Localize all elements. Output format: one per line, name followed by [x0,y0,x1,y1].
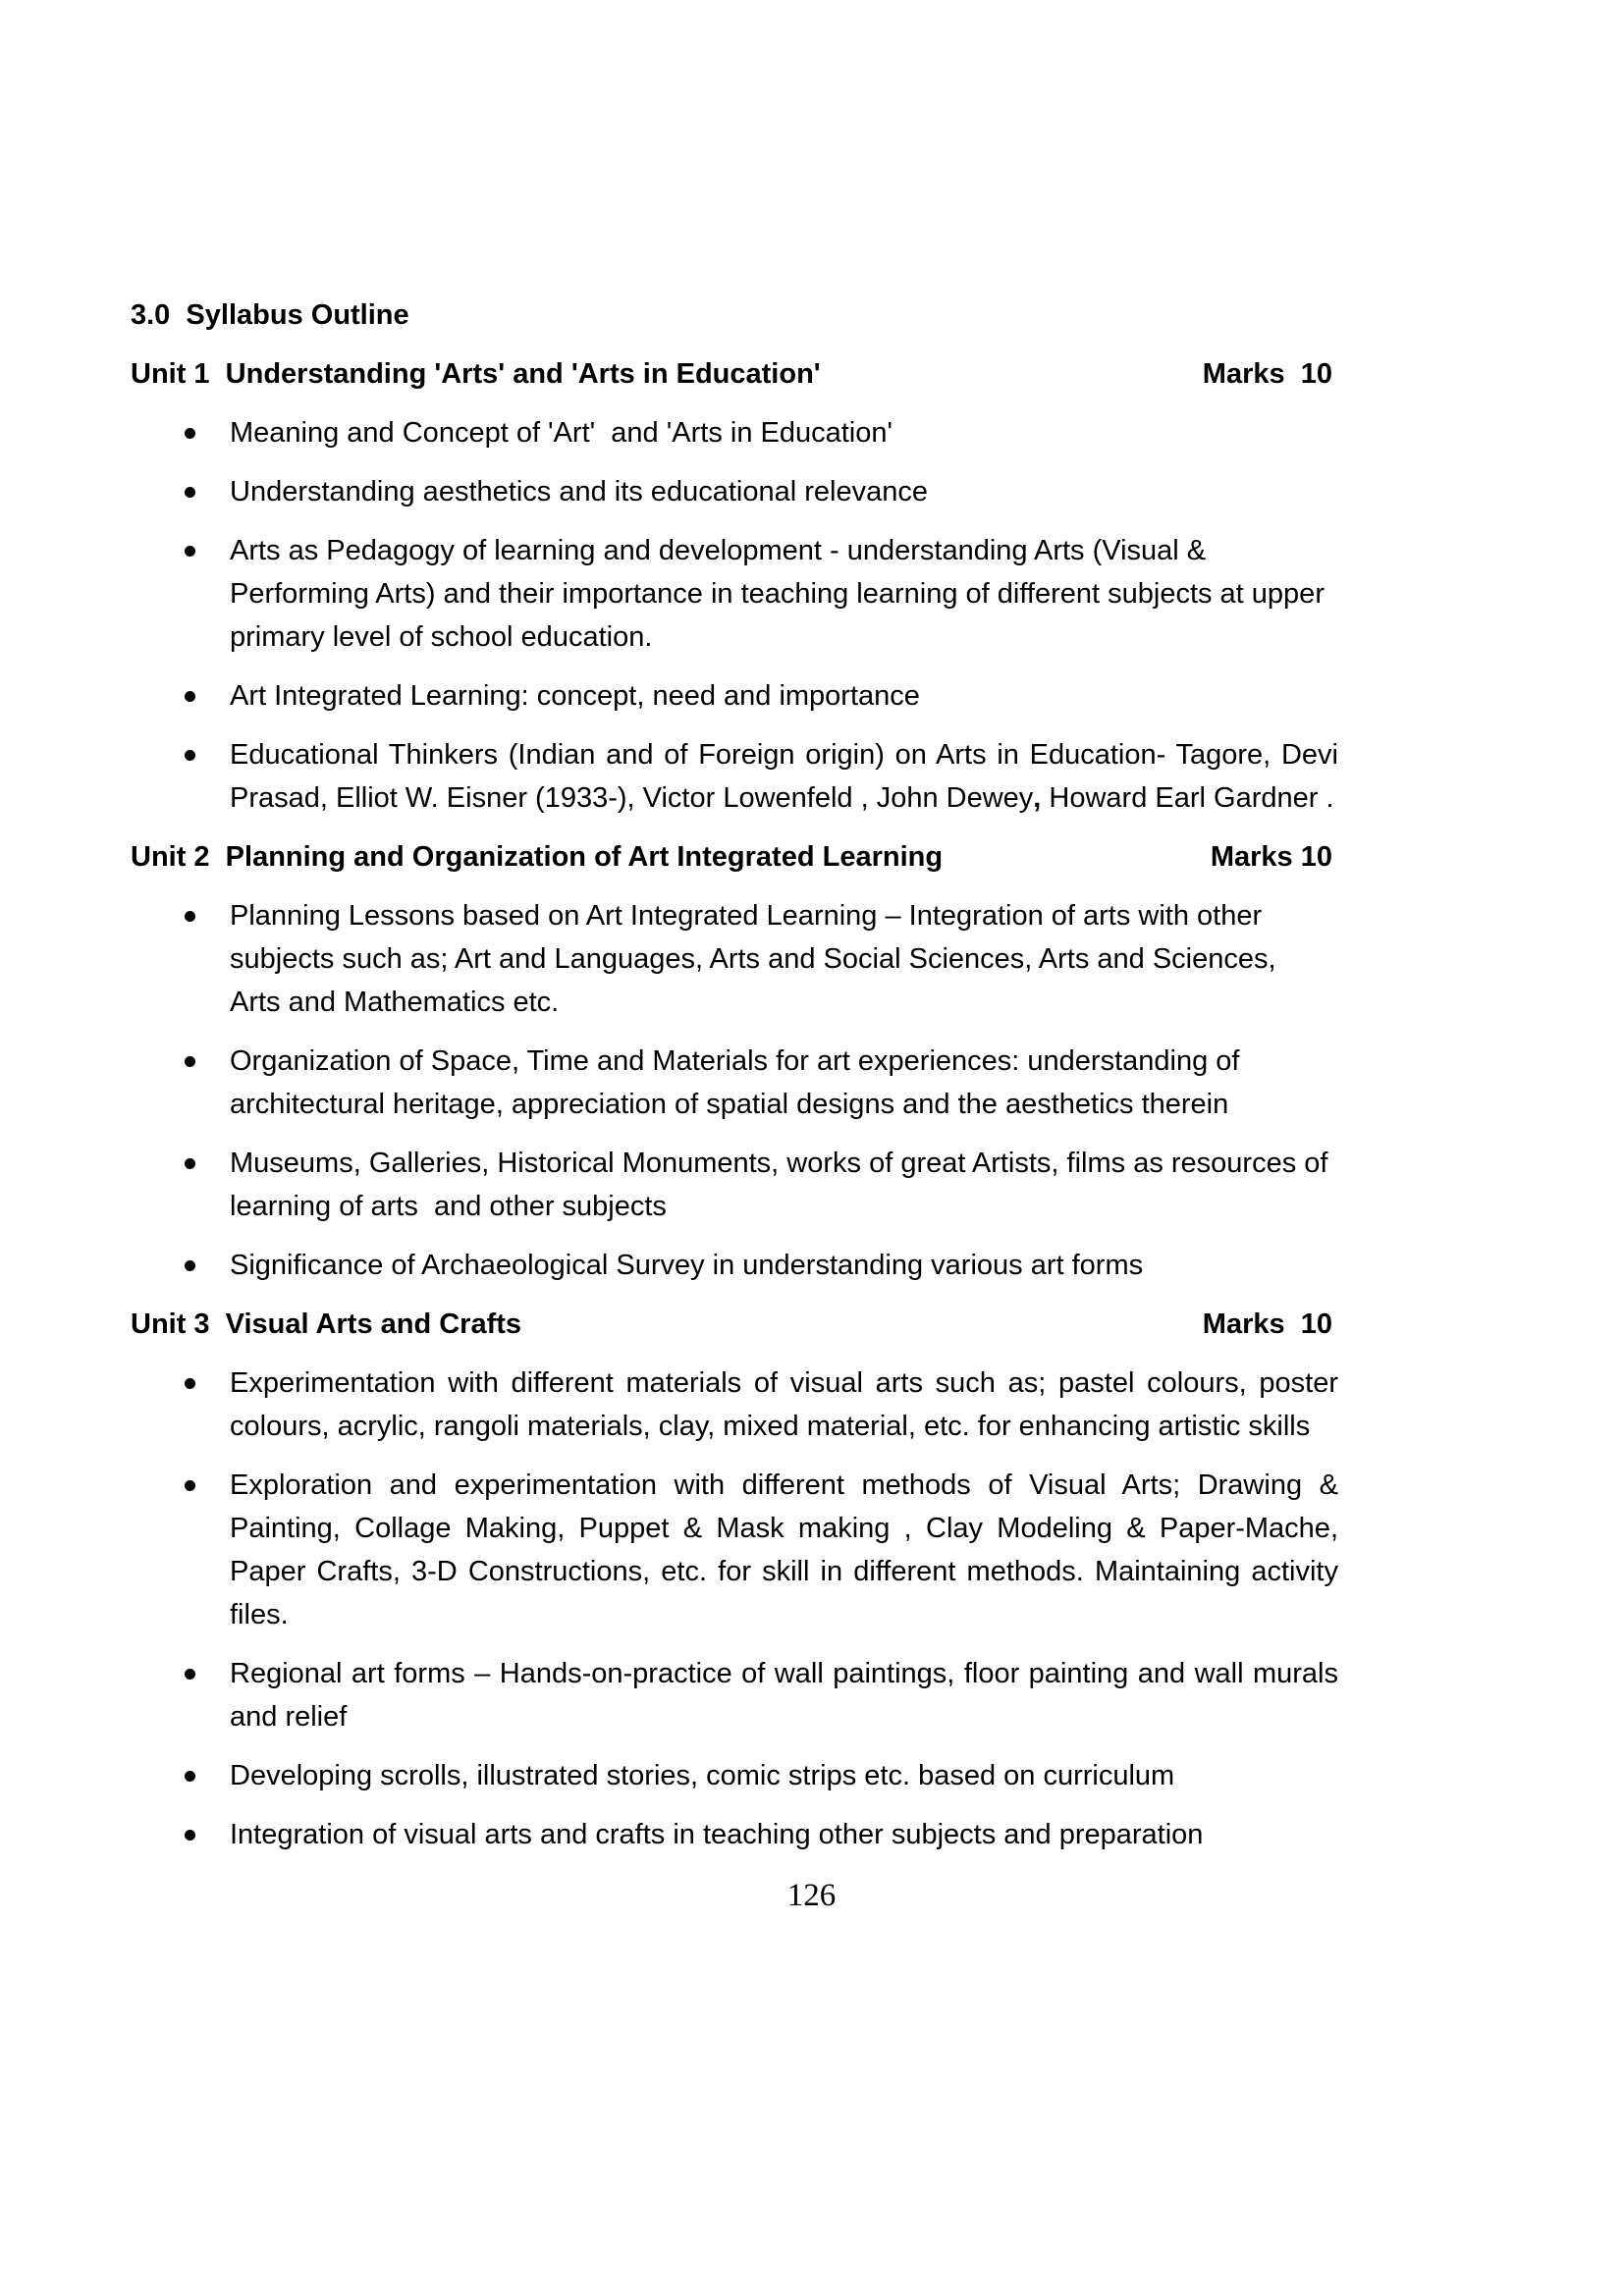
bullet-marker [185,1142,230,1228]
bullet-marker [185,1813,230,1856]
bullet-text: Museums, Galleries, Historical Monuments, works of great Artists, films as resources of learning of arts and other subjects [230,1148,1336,1222]
bullet-text [230,733,1338,820]
unit-1-marks: Marks 10 [1202,358,1332,390]
bullet-marker [185,1362,230,1448]
unit-3-bullet-list [131,1362,1338,1856]
unit-3-marks: Marks 10 [1202,1308,1332,1340]
unit-2-title: Unit 2 Planning and Organization of Art Integrated Learning [131,841,944,873]
unit-1-section [131,352,1338,820]
unit-3-section [131,1303,1338,1856]
section-heading: 3.0 Syllabus Outline [131,299,409,331]
bullet-item [185,1813,1338,1856]
bullet-item [185,894,1338,1024]
bullet-item [185,1244,1338,1287]
bullet-text: Meaning and Concept of 'Art' and 'Arts in Education' [230,417,893,449]
bullet-text: Art Integrated Learning: concept, need and importance [230,680,920,712]
unit-1-heading [131,352,1338,396]
bullet-marker [185,411,230,454]
bullet-marker [185,1754,230,1797]
unit-1-bullet-list [131,411,1338,820]
bullet-item [185,1362,1338,1448]
bullet-text: Organization of Space, Time and Materials for art experiences: understanding of architectural heritage, appreciation of spatial designs and the aesthetics therein [230,1045,1240,1120]
bullet-item [185,529,1338,659]
bullet-marker [185,733,230,820]
bullet-item [185,674,1338,718]
unit-1-title: Unit 1 Understanding 'Arts' and 'Arts in Education' [131,358,821,390]
bullet-text-run: Howard Earl Gardner . [1041,782,1334,814]
bullet-text: Regional art forms – Hands-on-practice of wall paintings, floor painting and wall murals and relief [230,1658,1338,1733]
bullet-marker [185,470,230,513]
bullet-text: Developing scrolls, illustrated stories, comic strips etc. based on curriculum [230,1760,1175,1791]
bullet-marker [185,894,230,1024]
bullet-item [185,470,1338,513]
unit-2-bullet-list [131,894,1338,1287]
bullet-text: Understanding aesthetics and its educational relevance [230,476,928,507]
bullet-item [185,411,1338,454]
bullet-marker [185,1652,230,1738]
bullet-item [185,1040,1338,1126]
bullet-item [185,1464,1338,1636]
unit-2-section [131,835,1338,1287]
bullet-marker [185,674,230,718]
unit-3-heading [131,1303,1338,1346]
unit-2-heading [131,835,1338,879]
bullet-item [185,733,1338,820]
bullet-item [185,1754,1338,1797]
bold-comma: , [1033,782,1042,814]
bullet-marker [185,1464,230,1636]
bullet-item [185,1142,1338,1228]
bullet-text: Integration of visual arts and crafts in teaching other subjects and preparation [230,1819,1204,1850]
page-number: 126 [786,1878,837,1913]
bullet-text: Significance of Archaeological Survey in understanding various art forms [230,1250,1144,1281]
bullet-text: Experimentation with different materials of visual arts such as; pastel colours, poster colours, acrylic, rangoli materials, clay, mixed material, etc. for enhancing artistic skills [230,1367,1338,1442]
unit-3-title: Unit 3 Visual Arts and Crafts [131,1308,522,1340]
bullet-text: Exploration and experimentation with different methods of Visual Arts; Drawing & Painting, Collage Making, Puppet & Mask making , Clay Modeling & Paper-Mache, Paper Crafts, 3-D Constructions, etc. for skill in different methods. Maintaining activity files. [230,1469,1338,1630]
unit-2-marks: Marks 10 [1210,841,1332,873]
bullet-marker [185,529,230,659]
bullet-text: Planning Lessons based on Art Integrated Learning – Integration of arts with other subjects such as; Art and Languages, Arts and Social Sciences, Arts and Sciences, Arts and Mathematics etc. [230,900,1291,1018]
bullet-marker [185,1244,230,1287]
bullet-item [185,1652,1338,1738]
bullet-text-run: Educational Thinkers (Indian and of Foreign origin) on Arts in Education- Tagore, Devi Prasad, Elliot W. Eisner (1933-), Victor Lowenfeld , John Dewey [230,739,1338,814]
bullet-text: Arts as Pedagogy of learning and development - understanding Arts (Visual & Performing Arts) and their importance in teaching learning of different subjects at upper primary level of school education. [230,535,1325,653]
bullet-marker [185,1040,230,1126]
